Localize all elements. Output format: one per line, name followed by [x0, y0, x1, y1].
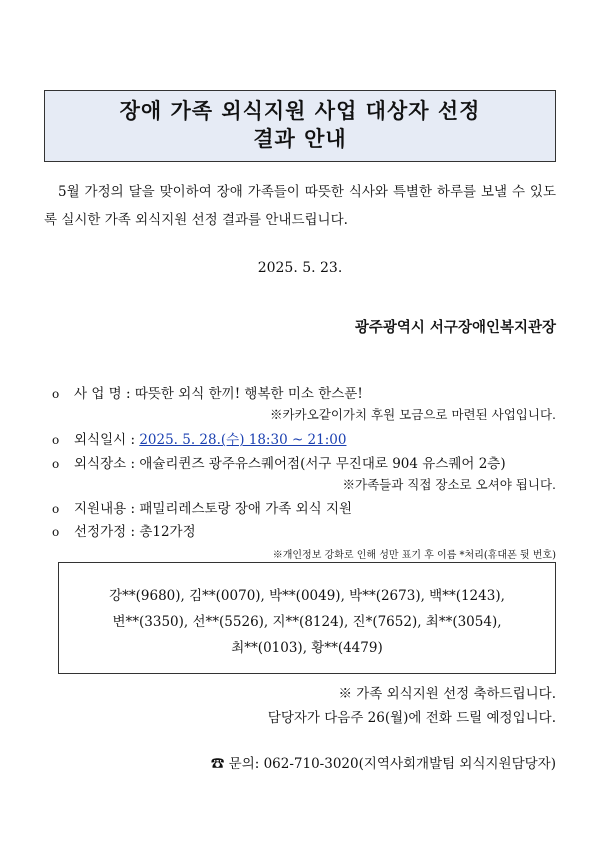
- names-row-2: 변**(3350), 선**(5526), 지**(8124), 진*(7652), 최**(3054),: [112, 614, 502, 630]
- title-line-2: 결과 안내: [253, 127, 347, 151]
- event-date-item: [52, 428, 346, 448]
- names-row-3: 최**(0103), 황**(4479): [231, 640, 383, 656]
- selected-value: 총12가정: [139, 524, 196, 540]
- project-label: 사 업 명 :: [74, 386, 131, 402]
- support-label: 지원내용 :: [74, 501, 136, 517]
- bullet-icon: o: [52, 457, 60, 471]
- contact-line: [211, 752, 556, 772]
- selected-label: 선정가정 :: [74, 524, 136, 540]
- event-place-item: [52, 452, 506, 472]
- support-item: [52, 497, 352, 517]
- names-row-1: 강**(9680), 김**(0070), 박**(0049), 박**(2673), 백**(1243),: [109, 588, 505, 604]
- bullet-icon: o: [52, 433, 60, 447]
- project-note: ※카카오같이가치 후원 모금으로 마련된 사업입니다.: [270, 407, 556, 422]
- project-name-item: [52, 382, 363, 402]
- followup-note: 담당자가 다음주 26(월)에 전화 드릴 예정입니다.: [267, 710, 556, 726]
- bullet-icon: o: [52, 502, 60, 516]
- place-note: ※가족들과 직접 장소로 오셔야 됩니다.: [342, 477, 556, 492]
- event-place-label: 외식장소 :: [74, 456, 136, 472]
- contact-text: 문의: 062-710-3020(지역사회개발팀 외식지원담당자): [228, 756, 556, 772]
- bullet-icon: o: [52, 525, 60, 539]
- selected-item: [52, 520, 196, 540]
- notice-date: 2025. 5. 23.: [257, 260, 343, 276]
- support-value: 패밀리레스토랑 장애 가족 외식 지원: [139, 501, 353, 517]
- event-date-label: 외식일시 :: [74, 432, 136, 448]
- congrats-note: ※ 가족 외식지원 선정 축하드립니다.: [338, 686, 556, 702]
- event-date-value: 2025. 5. 28.(수) 18:30 ~ 21:00: [139, 432, 347, 448]
- organization-name: 광주광역시 서구장애인복지관장: [354, 320, 556, 336]
- intro-paragraph: 5월 가정의 달을 맞이하여 장애 가족들이 따뜻한 식사와 특별한 하루를 보낼 수 있도록 실시한 가족 외식지원 선정 결과를 안내드립니다.: [44, 184, 556, 228]
- bullet-icon: o: [52, 387, 60, 401]
- privacy-note: ※개인정보 강화로 인해 성만 표기 후 이름 *처리(휴대폰 뒷 번호): [272, 550, 556, 561]
- project-value: 따뜻한 외식 한끼! 행복한 미소 한스푼!: [134, 386, 363, 402]
- phone-icon: ☎: [210, 756, 225, 772]
- event-place-value: 애슐리퀸즈 광주유스퀘어점(서구 무진대로 904 유스퀘어 2층): [139, 456, 506, 472]
- title-line-1: 장애 가족 외식지원 사업 대상자 선정: [119, 99, 481, 123]
- title-box: [44, 90, 556, 162]
- selected-families-box: [58, 562, 556, 674]
